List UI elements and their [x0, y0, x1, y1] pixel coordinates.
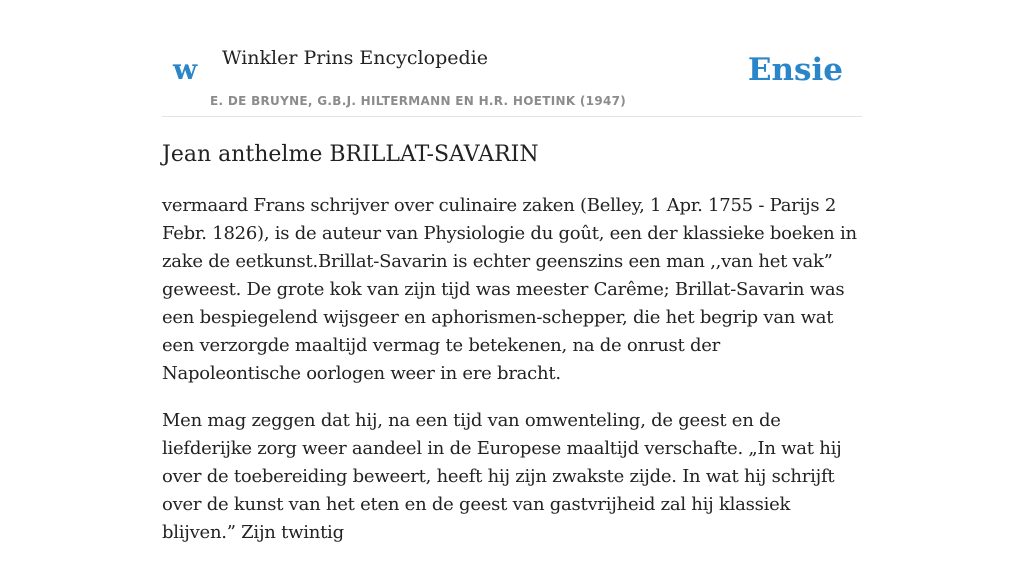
winkler-prins-logo[interactable]: w [173, 53, 198, 86]
article-paragraph: vermaard Frans schrijver over culinaire zaken (Belley, 1 Apr. 1755 - Parijs 2 Febr. 1826), is de auteur van Physiologie du goût, een der klassieke boeken in zake de eetkunst.Brillat-Savarin is echter geenszins een man ,,van het vak” geweest. De grote kok van zijn tijd was meester Carême; Brillat-Savarin was een bespiegelend wijsgeer en aphorismen-schepper, die het begrip van wat een verzorgde maaltijd vermag te betekenen, na de onrust der Napoleontische oorlogen weer in ere bracht. [162, 195, 857, 384]
article-title: Jean anthelme BRILLAT-SAVARIN [162, 142, 539, 167]
source-title[interactable]: Winkler Prins Encyclopedie [222, 47, 488, 69]
ensie-logo[interactable]: Ensie [747, 52, 843, 88]
page-container [162, 0, 862, 543]
source-header [162, 0, 862, 117]
article-body [162, 192, 862, 566]
article-paragraph: Men mag zeggen dat hij, na een tijd van omwenteling, de geest en de liefderijke zorg weer aandeel in de Europese maaltijd verschafte. „In wat hij over de toebereiding beweert, heeft hij zijn zwakste zijde. In wat hij schrijft over de kunst van het eten en de geest van gastvrijheid zal hij klassiek blijven.” Zijn twintig [162, 410, 842, 543]
source-authors: E. DE BRUYNE, G.B.J. HILTERMANN EN H.R. HOETINK (1947) [210, 94, 627, 108]
